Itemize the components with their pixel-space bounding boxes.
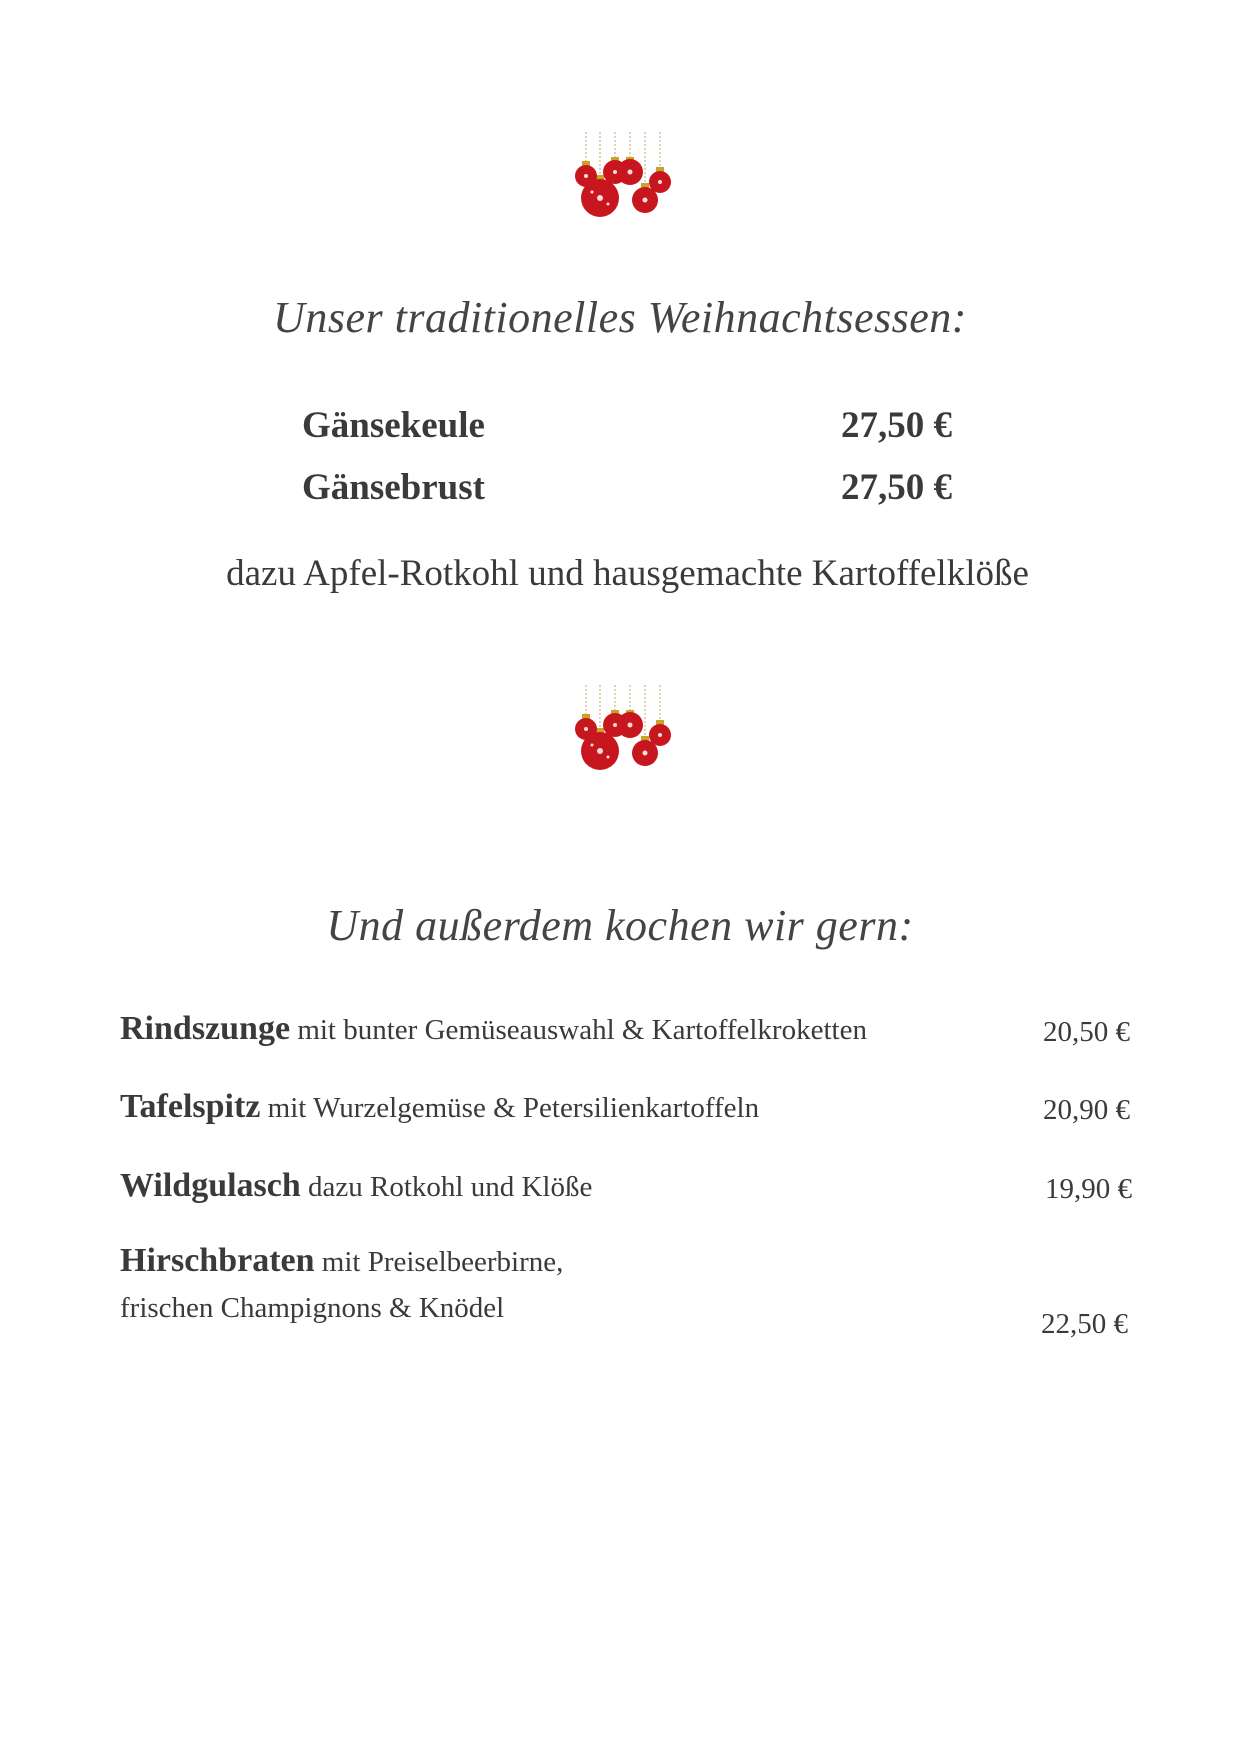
christmas-baubles-icon (568, 132, 698, 232)
featured-dish-name: Gänsekeule (302, 405, 485, 446)
dish-description: mit Wurzelgemüse & Petersilienkartoffeln (267, 1092, 760, 1124)
side-dish-note: dazu Apfel-Rotkohl und hausgemachte Kartoffelklöße (226, 553, 1029, 594)
dish-price: 19,90 € (1045, 1173, 1132, 1205)
dish-name: Rindszunge (120, 1010, 291, 1047)
featured-dish-name: Gänsebrust (302, 467, 485, 508)
featured-dish-price: 27,50 € (841, 467, 952, 508)
menu-item (120, 1167, 1130, 1205)
menu-item-line (120, 1010, 1130, 1048)
menu-item-line (120, 1242, 1130, 1280)
christmas-baubles-icon (568, 685, 698, 785)
dish-price: 20,50 € (1043, 1016, 1130, 1048)
dish-description: dazu Rotkohl und Klöße (308, 1171, 593, 1203)
menu-item (120, 1088, 1130, 1126)
dish-description: mit bunter Gemüseauswahl & Kartoffelkroketten (297, 1014, 867, 1046)
menu-item-line (120, 1088, 1130, 1126)
dish-name: Wildgulasch (120, 1167, 301, 1204)
section-heading-traditional: Unser traditionelles Weihnachtsessen: (273, 293, 967, 342)
dish-name: Tafelspitz (120, 1088, 261, 1125)
dish-description-continued: frischen Champignons & Knödel (120, 1292, 505, 1324)
featured-dish-price: 27,50 € (841, 405, 952, 446)
dish-description: mit Preiselbeerbirne, (321, 1246, 564, 1278)
section-heading-also: Und außerdem kochen wir gern: (326, 901, 914, 950)
menu-item (120, 1242, 1130, 1340)
dish-price: 22,50 € (1041, 1308, 1128, 1340)
menu-item (120, 1010, 1130, 1048)
menu-item-line (120, 1167, 1130, 1205)
dish-price: 20,90 € (1043, 1094, 1130, 1126)
dish-name: Hirschbraten (120, 1242, 315, 1279)
